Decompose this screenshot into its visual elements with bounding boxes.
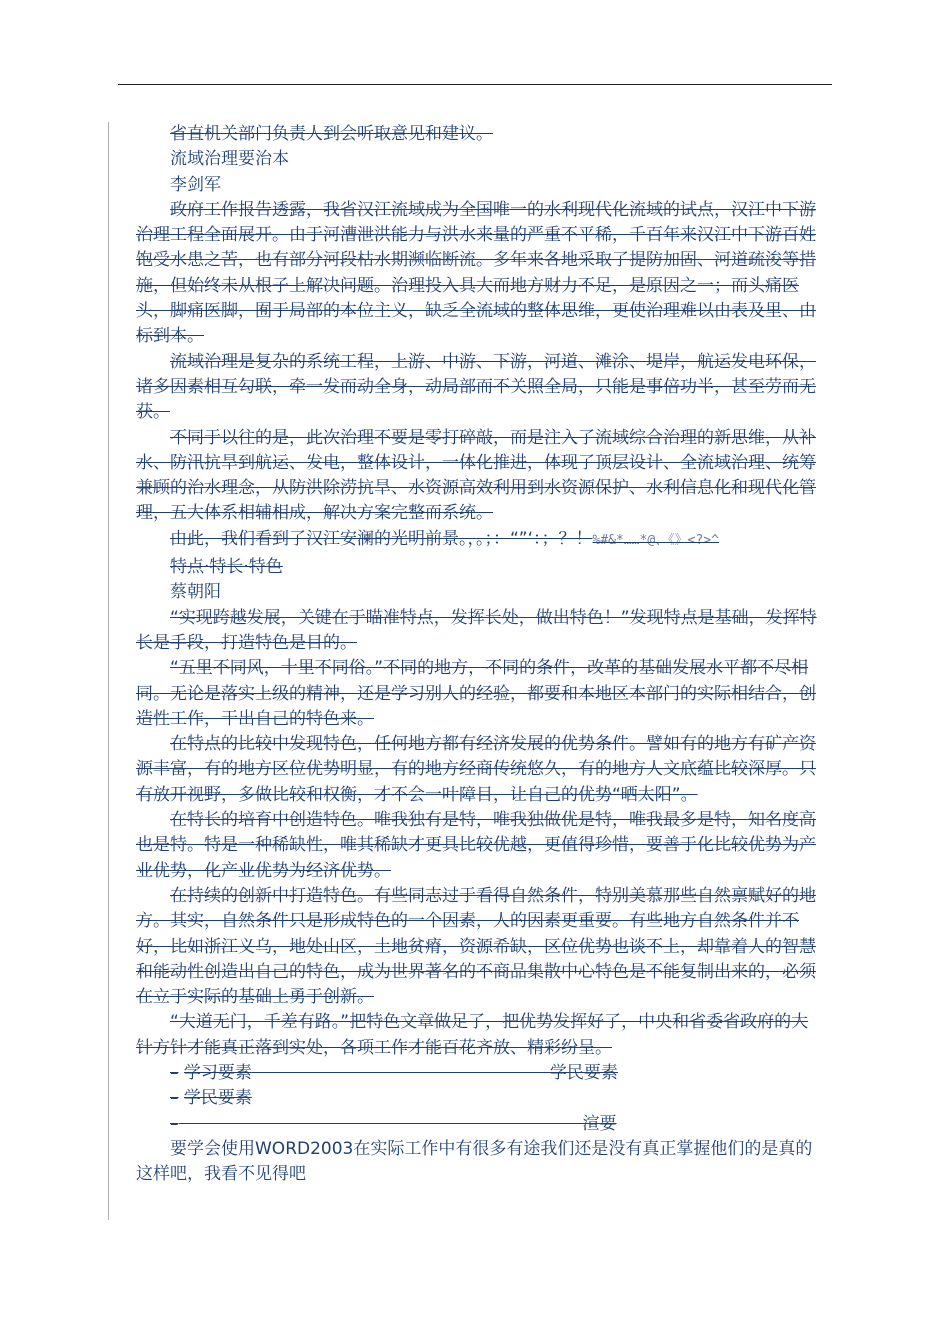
document-body [136,122,820,1187]
left-margin-line [108,122,109,1220]
intro-line: 省直机关部门负责人到会听取意见和建议。 [170,124,493,144]
article1-paragraph-2: 流域治理是复杂的系统工程，上游、中游、下游，河道、滩涂、堤岸，航运发电环保，诸多因素相互勾联，牵一发而动全身，动局部而不关照全局，只能是事倍功半，甚至劳而无获。 [136,351,816,423]
list-line-1-label: 学习要素 [183,1062,252,1083]
article1-closing-text: 由此，我们看到了汉江安澜的光明前景。，。；：“”‘：；？！ [170,528,593,549]
list-line-1-prefix: – [170,1062,179,1083]
list-line-3-end: 渲要 [582,1113,617,1134]
article2-paragraph-2: “五里不同风，十里不同俗。”不同的地方，不同的条件，改革的基础发展水平都不尽相同。无论是落实上级的精神，还是学习别人的经验，都要和本地区本部门的实际相结合，创造性工作，干出自己的特色来。 [136,658,816,729]
list-line-2 [136,1086,820,1111]
list-line-3 [136,1112,820,1137]
article1-author: 李剑军 [170,174,221,195]
header-rule [118,84,832,85]
article2-paragraph-3: 在特点的比较中发现特色，任何地方都有经济发展的优势条件。譬如有的地方有矿产资源丰富，有的地方区位优势明显，有的地方经商传统悠久，有的地方人文底蕴比较深厚。只有放开视野，多做比较和权衡，才不会一叶障目，让自己的优势“晒太阳”。 [136,734,816,805]
list-line-3-prefix: – [170,1113,179,1134]
list-line-3-rule [179,1123,583,1124]
article1-closing-symbols: %#&*……*@、《》<?>^ [592,532,719,548]
list-line-2-label: 学民要素 [183,1088,252,1109]
list-line-1 [136,1061,820,1086]
article2-paragraph-1: “实现跨越发展，关键在于瞄准特点，发挥长处，做出特色！”发现特点是基础，发挥特长是手段，打造特色是目的。 [136,607,817,653]
closing-line: 要学会使用WORD2003在实际工作中有很多有途我们还是没有真正掌握他们的是真的这样吧，我看不见得吧 [136,1138,813,1185]
list-line-1-end: 学民要素 [549,1062,618,1083]
article1-paragraph-3: 不同于以往的是，此次治理不要是零打碎敲，而是注入了流域综合治理的新思维，从补水、防汛抗旱到航运、发电，整体设计，一体化推进，体现了顶层设计、全流域治理、统筹兼顾的治水理念，从防洪除涝抗旱、水资源高效利用到水资源保护、水利信息化和现代化管理，五大体系相辅相成，解决方案完整而系统。 [136,427,816,524]
article2-paragraph-4: 在特长的培育中创造特色。唯我独有是特，唯我独做优是特，唯我最多是特，知名度高也是特。特是一种稀缺性，唯其稀缺才更具比较优越，更值得珍惜，要善于化比较优势为产业优势，化产业优势为经济优势。 [136,810,816,881]
article1-closing [136,527,820,553]
list-line-2-prefix: – [170,1088,179,1109]
article1-paragraph-1: 政府工作报告透露，我省汉江流域成为全国唯一的水利现代化流域的试点，汉江中下游治理工程全面展开。由于河漕泄洪能力与洪水来量的严重不平稀，千百年来汉江中下游百姓饱受水患之苦，也有部分河段枯水期濒临断流。多年来各地采取了提防加固、河道疏浚等措施，但始终未从根子上解决问题。治理投入具大而地方财力不足，是原因之一；而头痛医头，脚痛医脚，囿于局部的本位主义，缺乏全流域的整体思维，更使治理难以由表及里、由标到本。 [136,199,816,347]
article2-author: 蔡朝阳 [170,582,221,603]
article2-paragraph-5: 在持续的创新中打造特色。有些同志过于看得自然条件，特别美慕那些自然禀赋好的地方。其实，自然条件只是形成特色的一个因素，人的因素更重要。有些地方自然条件并不好，比如浙江义乌，地处山区，土地贫瘠，资源希缺，区位优势也谈不上，却靠着人的智慧和能动性创造出自己的特色，成为世界著名的不商品集散中心特色是不能复制出来的，必须在立于实际的基础上勇于创新。 [136,885,816,1008]
article1-title: 流域治理要治本 [170,149,289,170]
list-line-1-rule [252,1072,550,1073]
article2-paragraph-6: “大道无门，千差有路。”把特色文章做足了，把优势发挥好了，中央和省委省政府的大针方针才能真正落到实处，各项工作才能百花齐放、精彩纷呈。 [136,1012,809,1058]
article2-title: 特点·特长·特色 [170,557,283,578]
